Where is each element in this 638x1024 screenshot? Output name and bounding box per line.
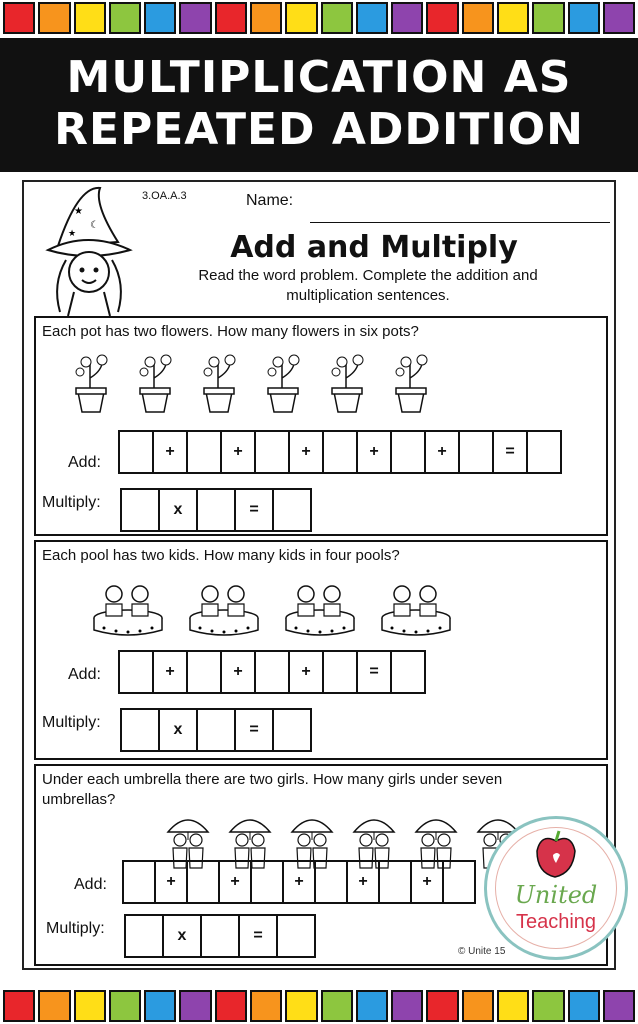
stripe-block bbox=[356, 990, 388, 1022]
instruction-line-2: multiplication sentences. bbox=[286, 287, 450, 304]
question-3 bbox=[42, 770, 502, 810]
instruction-line-1: Read the word problem. Complete the addition and bbox=[198, 267, 538, 284]
stripe-block bbox=[497, 2, 529, 34]
answer-box[interactable] bbox=[254, 430, 290, 474]
add-label: Add: bbox=[74, 876, 107, 893]
add-label: Add: bbox=[68, 666, 101, 683]
bottom-color-stripe bbox=[0, 990, 638, 1022]
plus-sign: + bbox=[424, 430, 460, 474]
question-3-line-2: umbrellas? bbox=[42, 791, 116, 808]
stripe-block bbox=[426, 990, 458, 1022]
answer-box[interactable] bbox=[322, 650, 358, 694]
stripe-block bbox=[568, 990, 600, 1022]
worksheet-title: Add and Multiply bbox=[230, 230, 518, 265]
kids-in-pool-picture bbox=[90, 574, 166, 644]
stripe-block bbox=[391, 990, 423, 1022]
stripe-block bbox=[250, 990, 282, 1022]
add-sentence bbox=[120, 650, 426, 694]
answer-box[interactable] bbox=[276, 914, 316, 958]
question-1: Each pot has two flowers. How many flowers in six pots? bbox=[42, 323, 419, 340]
wizard-girl-illustration bbox=[38, 184, 138, 316]
apple-icon bbox=[533, 829, 579, 879]
flower-pot-picture bbox=[262, 348, 306, 418]
problem-1 bbox=[34, 316, 608, 536]
answer-box[interactable] bbox=[390, 650, 426, 694]
answer-box[interactable] bbox=[120, 488, 160, 532]
stripe-block bbox=[532, 990, 564, 1022]
add-label: Add: bbox=[68, 454, 101, 471]
plus-sign: + bbox=[220, 430, 256, 474]
stripe-block bbox=[74, 990, 106, 1022]
answer-box[interactable] bbox=[118, 650, 154, 694]
stripe-block bbox=[38, 2, 70, 34]
plus-sign: + bbox=[218, 860, 252, 904]
answer-box[interactable] bbox=[272, 488, 312, 532]
stripe-block bbox=[426, 2, 458, 34]
stripe-block bbox=[285, 2, 317, 34]
plus-sign: + bbox=[288, 430, 324, 474]
times-sign: x bbox=[162, 914, 202, 958]
svg-text:☾: ☾ bbox=[90, 220, 99, 231]
stripe-block bbox=[603, 990, 635, 1022]
add-sentence bbox=[124, 860, 476, 904]
plus-sign: + bbox=[282, 860, 316, 904]
stripe-block bbox=[144, 2, 176, 34]
times-sign: x bbox=[158, 488, 198, 532]
answer-box[interactable] bbox=[314, 860, 348, 904]
answer-box[interactable] bbox=[186, 650, 222, 694]
question-2: Each pool has two kids. How many kids in four pools? bbox=[42, 547, 400, 564]
add-sentence bbox=[120, 430, 562, 474]
plus-sign: + bbox=[154, 860, 188, 904]
stripe-block bbox=[38, 990, 70, 1022]
banner-line-2: REPEATED ADDITION bbox=[54, 104, 584, 155]
answer-box[interactable] bbox=[378, 860, 412, 904]
flower-pot-picture bbox=[326, 348, 370, 418]
kids-in-pool-picture bbox=[282, 574, 358, 644]
answer-box[interactable] bbox=[120, 708, 160, 752]
logo-text-united: United bbox=[514, 881, 598, 909]
multiply-sentence bbox=[122, 708, 312, 752]
equals-sign: = bbox=[234, 708, 274, 752]
banner-line-1: MULTIPLICATION AS bbox=[66, 52, 572, 103]
stripe-block bbox=[109, 2, 141, 34]
answer-box[interactable] bbox=[124, 914, 164, 958]
answer-box[interactable] bbox=[186, 860, 220, 904]
flower-pot-picture bbox=[70, 348, 114, 418]
stripe-block bbox=[356, 2, 388, 34]
flower-pot-picture bbox=[134, 348, 178, 418]
name-line[interactable] bbox=[310, 222, 610, 223]
answer-box[interactable] bbox=[526, 430, 562, 474]
equals-sign: = bbox=[492, 430, 528, 474]
multiply-sentence bbox=[126, 914, 316, 958]
stripe-block bbox=[3, 990, 35, 1022]
times-sign: x bbox=[158, 708, 198, 752]
stripe-block bbox=[285, 990, 317, 1022]
problem-2 bbox=[34, 540, 608, 760]
stripe-block bbox=[321, 2, 353, 34]
plus-sign: + bbox=[152, 650, 188, 694]
answer-box[interactable] bbox=[442, 860, 476, 904]
equals-sign: = bbox=[356, 650, 392, 694]
answer-box[interactable] bbox=[250, 860, 284, 904]
answer-box[interactable] bbox=[122, 860, 156, 904]
plus-sign: + bbox=[152, 430, 188, 474]
stripe-block bbox=[179, 2, 211, 34]
answer-box[interactable] bbox=[390, 430, 426, 474]
kids-in-pool-picture bbox=[378, 574, 454, 644]
name-label: Name: bbox=[246, 192, 294, 209]
top-color-stripe bbox=[0, 2, 638, 34]
logo-text-teaching: Teaching bbox=[515, 911, 597, 933]
instructions bbox=[138, 266, 598, 306]
multiply-label: Multiply: bbox=[42, 714, 101, 731]
plus-sign: + bbox=[288, 650, 324, 694]
stripe-block bbox=[215, 2, 247, 34]
answer-box[interactable] bbox=[196, 708, 236, 752]
stripe-block bbox=[179, 990, 211, 1022]
stripe-block bbox=[109, 990, 141, 1022]
answer-box[interactable] bbox=[186, 430, 222, 474]
equals-sign: = bbox=[238, 914, 278, 958]
equals-sign: = bbox=[234, 488, 274, 532]
plus-sign: + bbox=[220, 650, 256, 694]
multiply-label: Multiply: bbox=[46, 920, 105, 937]
question-3-line-1: Under each umbrella there are two girls. How many girls under seven bbox=[42, 771, 503, 788]
answer-box[interactable] bbox=[272, 708, 312, 752]
plus-sign: + bbox=[346, 860, 380, 904]
stripe-block bbox=[74, 2, 106, 34]
svg-text:★: ★ bbox=[74, 206, 83, 217]
plus-sign: + bbox=[356, 430, 392, 474]
answer-box[interactable] bbox=[200, 914, 240, 958]
stripe-block bbox=[250, 2, 282, 34]
stripe-block bbox=[321, 990, 353, 1022]
multiply-sentence bbox=[122, 488, 312, 532]
stripe-block bbox=[532, 2, 564, 34]
standard-code: 3.OA.A.3 bbox=[142, 190, 187, 202]
stripe-block bbox=[497, 990, 529, 1022]
flower-pot-picture bbox=[390, 348, 434, 418]
copyright-text: © Unite 15 bbox=[458, 946, 506, 957]
title-banner bbox=[0, 38, 638, 172]
stripe-block bbox=[462, 2, 494, 34]
stripe-block bbox=[462, 990, 494, 1022]
stripe-block bbox=[3, 2, 35, 34]
answer-box[interactable] bbox=[196, 488, 236, 532]
answer-box[interactable] bbox=[254, 650, 290, 694]
united-teaching-logo bbox=[484, 816, 628, 960]
stripe-block bbox=[144, 990, 176, 1022]
multiply-label: Multiply: bbox=[42, 494, 101, 511]
answer-box[interactable] bbox=[322, 430, 358, 474]
kids-in-pool-picture bbox=[186, 574, 262, 644]
answer-box[interactable] bbox=[458, 430, 494, 474]
stripe-block bbox=[568, 2, 600, 34]
stripe-block bbox=[603, 2, 635, 34]
stripe-block bbox=[215, 990, 247, 1022]
stripe-block bbox=[391, 2, 423, 34]
svg-text:★: ★ bbox=[68, 228, 77, 238]
flower-pot-picture bbox=[198, 348, 242, 418]
answer-box[interactable] bbox=[118, 430, 154, 474]
plus-sign: + bbox=[410, 860, 444, 904]
